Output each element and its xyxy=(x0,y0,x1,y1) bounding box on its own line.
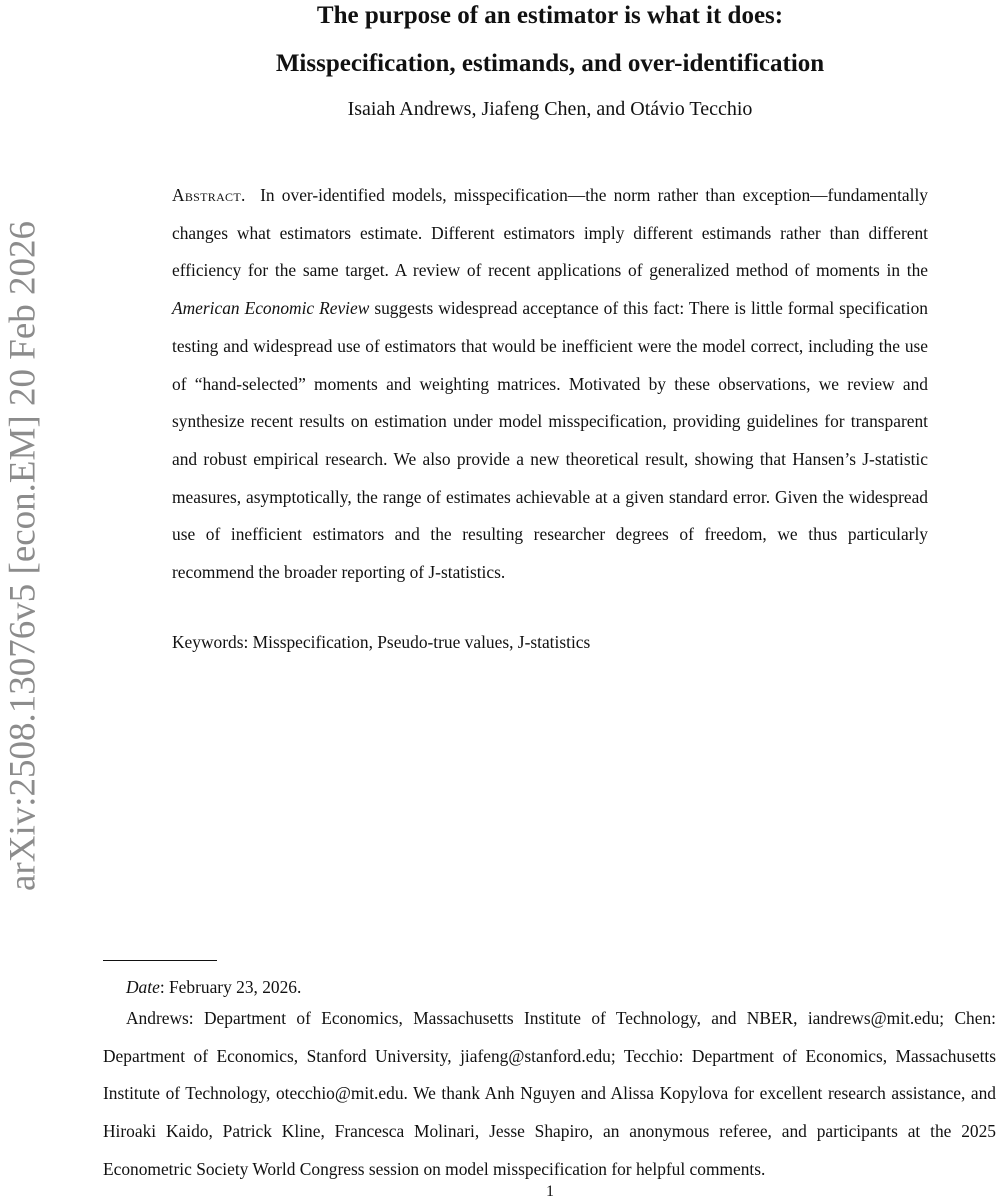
author-list: Isaiah Andrews, Jiafeng Chen, and Otávio Tecchio xyxy=(347,98,753,120)
abstract-text-part-2: suggests widespread acceptance of this fact: There is little formal specification testing and widespread use of estimators that would be inefficient were the model correct, including the use of “hand-selected” moments and weighting matrices. Motivated by these observations, we review and synthesize recent results on estimation under model misspecification, providing guidelines for transparent and robust empirical research. We also provide a new theoretical result, showing that Hansen’s J-statistic measures, asymptotically, the range of estimates achievable at a given standard error. Given the widespread use of inefficient estimators and the resulting researcher degrees of freedom, we thus particularly recommend the broader reporting of J-statistics. xyxy=(172,298,928,583)
paper-title-line-1: The purpose of an estimator is what it does: xyxy=(316,2,784,29)
footnote-date-label: Date xyxy=(126,977,160,997)
paper-title-line-2: Misspecification, estimands, and over-identification xyxy=(275,50,825,77)
page-number: 1 xyxy=(546,1183,554,1200)
footnote-affiliations: Andrews: Department of Economics, Massachusetts Institute of Technology, and NBER, iandrews@mit.edu; Chen: Department of Economics, Stanford University, jiafeng@stanford.edu; Tecchio: Department of Economics, Massachusetts Institute of Technology, otecchio@mit.edu. We thank Anh Nguyen and Alissa Kopylova for excellent research assistance, and Hiroaki Kaido, Patrick Kline, Francesca Molinari, Jesse Shapiro, an anonymous referee, and participants at the 2025 Econometric Society World Congress session on model misspecification for helpful comments. xyxy=(103,1008,996,1179)
keywords: Keywords: Misspecification, Pseudo-true values, J-statistics xyxy=(172,632,591,652)
journal-name: American Economic Review xyxy=(172,298,370,319)
footnote-date-value: : February 23, 2026. xyxy=(159,977,302,997)
arxiv-identifier: arXiv:2508.13076v5 [econ.EM] 20 Feb 2026 xyxy=(2,220,44,892)
abstract-text-part-1: In over-identified models, misspecification—the norm rather than exception—fundamentally changes what estimators estimate. Different estimators imply different estimands rather than different efficiency for the same target. A review of recent applications of generalized method of moments in the xyxy=(172,185,929,281)
footnote-divider xyxy=(103,960,217,961)
abstract xyxy=(172,177,928,592)
abstract-heading: Abstract. xyxy=(172,185,246,205)
footnote-date xyxy=(126,977,301,998)
